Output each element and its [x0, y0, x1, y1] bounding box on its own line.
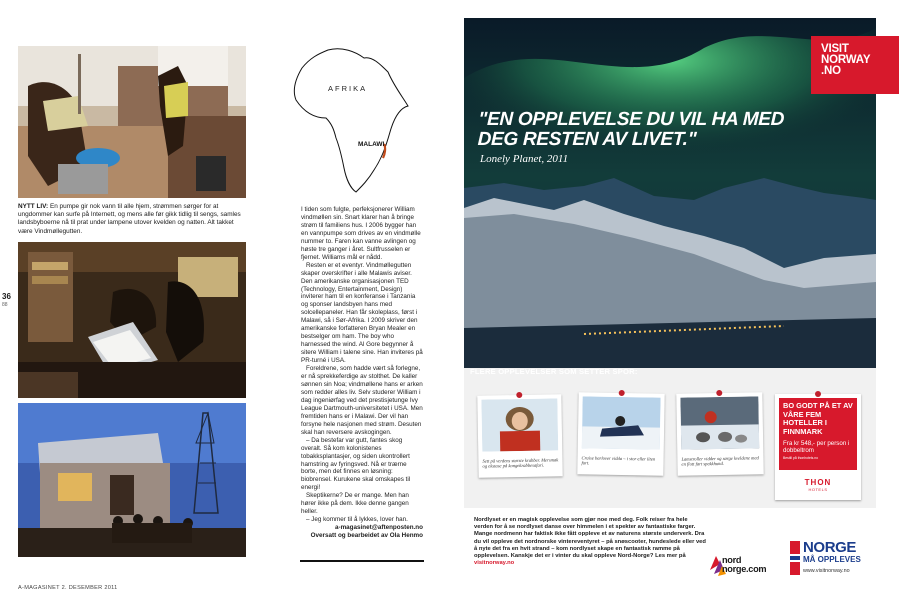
crab-photo: [481, 398, 558, 451]
snowmobile-photo: [582, 396, 661, 449]
logo-line: VISIT: [821, 43, 849, 55]
ad-body-link[interactable]: visitnorway.no: [474, 560, 515, 567]
photo-water-pump: [18, 46, 246, 198]
ad-quote-source: Lonely Planet, 2011: [480, 153, 569, 165]
logo-line: .NO: [821, 65, 841, 77]
article-paragraph: Resten er et eventyr. Vindmøllegutten skaper overskrifter i alle Malawis aviser. Den amerikanske organisasjonen TED (Technology, Entertainment, Design) inviterer ham til en konferanse i Tanzania og sponser landsbyen hans med solcellepaneler. Han får skoleplass, først i Malawi, så i Sør-Afrika. I 2009 skriver den amerikanske forfatteren Bryan Mealer en bestselger om ham. The boy who harnessed the wind. Al Gore begynner å sitere William i talene sine. Han inviteres på PR-turné i USA.: [301, 261, 423, 365]
visitnorway-logo[interactable]: [811, 36, 899, 94]
card-caption: Sett på verdens største krabber. Mersmak og ekstase på kongekrabbesafari.: [482, 457, 559, 469]
thon-logo-text: THON: [804, 478, 832, 487]
norway-flag-icon: [790, 541, 800, 575]
card-caption: Lamstroller vidder og sørge kveldene med en flott fart spekkhund.: [681, 455, 759, 467]
caption-lead: NYTT LIV:: [18, 203, 49, 210]
article-source-email[interactable]: a-magasinet@aftenposten.no: [334, 524, 423, 532]
article-paragraph: – Jeg kommer til å lykkes, lover han.: [306, 516, 408, 524]
pin-icon: [716, 390, 722, 396]
thon-headline: BO GODT PÅ ET AV VÅRE FEM HOTELLER I FINNMARK: [783, 401, 853, 436]
ad-card-snowmobile[interactable]: [577, 392, 664, 475]
pin-icon: [619, 390, 625, 396]
card-caption: Cruise barlover vidda – i stor eller liten fart.: [581, 455, 656, 466]
ad-card-dogsled[interactable]: [676, 392, 763, 475]
map-label-afrika: AFRIKA: [328, 84, 368, 93]
ad-quote: "EN OPPLEVELSE DU VIL HA MED DEG RESTEN AV LIVET.": [477, 109, 785, 150]
norge-title: NORGE: [803, 539, 857, 556]
ad-card-crab[interactable]: [477, 394, 562, 477]
dogsled-photo: [680, 396, 759, 449]
article-paragraph: Foreldrene, som hadde vært så forlegne, er nå sprekkeferdige av stolthet. De kaller sønnen sin Noa; vindmøllene hans er arken som redder alles liv. Selv studerer William i dag ingeniørfag ved det prestisjetunge Ivy League Dartmouth-universitetet i USA. Men fremtiden hans er i Malawi. Der vil han forsyne hele nasjonen med strøm. Desuten skal han reversere avskogingen.: [301, 365, 423, 436]
photo-caption: [18, 203, 246, 236]
article-end-rule: [300, 560, 424, 562]
page-number-value: 36: [2, 292, 11, 301]
thon-logo-sub: HOTELS: [808, 487, 828, 492]
page-number: [2, 292, 11, 310]
article-paragraph: Skeptikerne? De er mange. Men han hører ikke på dem. Ikke denne gangen heller.: [301, 492, 409, 516]
nordnorge-logo-text[interactable]: nord norge.com: [722, 555, 767, 575]
norge-subtitle: MÅ OPPLEVES: [803, 555, 861, 564]
photo-laptop-night: [18, 242, 246, 398]
ad-body-paragraph: Nordlyset er en magisk opplevelse som gjør noe med deg. Folk reiser fra hele verden for å se nordlyset danse over himmelen i et spekter av fantastiske farger. Mange nordmenn har faktisk ikke fått oppleve et av naturens største underverk. Dra du vil oppleve det nordnorske vintereventyret – på snøscooter, hundeslede eller ved å nyte det fra en hvit strand – kom nordlyset skape en fantastisk ramme på opplevelsen. Kanskje det er i vinter du skal oppleve Nord-Norge?: [474, 517, 706, 560]
page-number-sub: 88: [2, 302, 8, 308]
photo-house-dusk: [18, 403, 246, 557]
thon-logo: [779, 478, 857, 492]
caption-text: En pumpe gir nok vann til alle hjem, strømmen sørger for at ungdommer kan surfe på Internett, og mens alle før gikk tidlig til sengs, samles landsbyboerne nå til prat under lampene utover kvelden og natten. Alt takket være Vindmøllegutten.: [18, 203, 241, 235]
article-translator: Oversatt og bearbeidet av Ola Henmo: [310, 532, 423, 540]
page-folio: A-MAGASINET 2. DESEMBER 2011: [18, 585, 118, 591]
thon-booking: Bestill på thonhotels.no: [783, 456, 819, 461]
article-paragraph: I tiden som fulgte, perfeksjonerer William vindmøllen sin. Snart klarer han å bringe strøm til familiens hus. I 2006 bygger han en vannpumpe som drives av en vindmølle nummer to. Faren kan vanne avlingen og høste tre ganger i året. Sultfrusselen er fjernet. Williams mål er nådd.: [301, 206, 421, 261]
thon-offer: [779, 398, 857, 470]
pin-icon: [815, 391, 821, 397]
ad-body-link-prefix: Les mer på: [655, 553, 686, 560]
article-paragraph: – Da bestefar var gutt, fantes skog overalt. Så kom kolonistenes tobakksplantasjer, og siden ukontrollert hamstring av fyringsved. Nå er trærne borte, men det finnes en løsning: biobrensel. Kurukene skal omskapes til energi!: [301, 436, 411, 492]
thon-price: Fra kr 548,- per person i dobbeltrom: [783, 440, 850, 455]
ad-body-text: [474, 517, 706, 567]
article-body: [301, 206, 423, 540]
map-label-malawi: MALAWI: [358, 141, 385, 148]
africa-outline: [290, 46, 410, 196]
logo-line: NORWAY: [821, 54, 871, 66]
thon-hotels-card[interactable]: [775, 394, 861, 500]
ad-section-heading: FLERE OPPLEVELSER SOM SETTER SPOR:: [470, 367, 638, 376]
norge-url[interactable]: www.visitnorway.no: [803, 568, 850, 574]
africa-map: [290, 46, 410, 196]
pin-icon: [516, 392, 522, 398]
